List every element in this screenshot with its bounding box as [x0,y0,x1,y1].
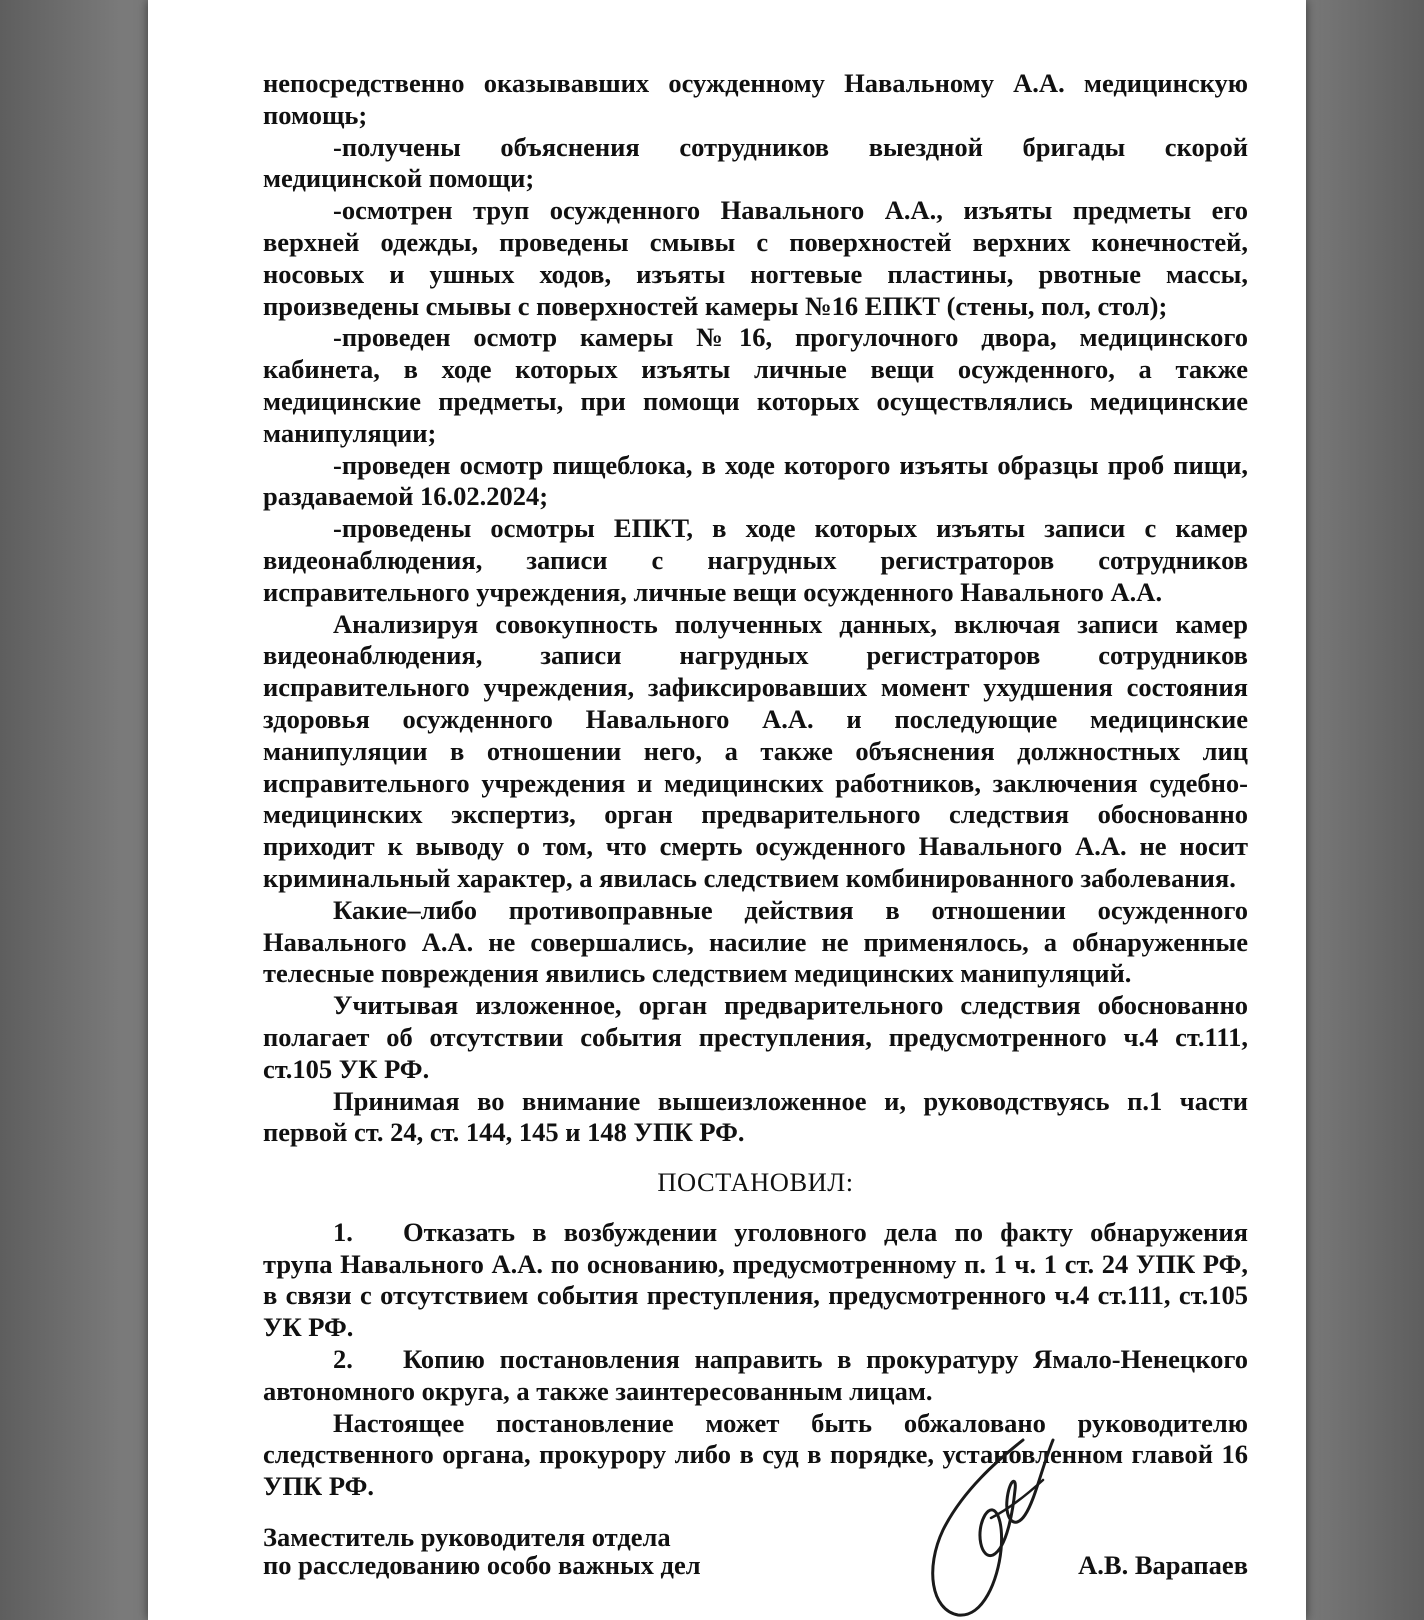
paragraph: непосредственно оказывавших осужденному Навальному А.А. медицинскую помощь; [263,68,1248,130]
paragraph: Анализируя совокупность полученных данных, включая записи камер видеонаблюдения, записи нагрудных регистраторов сотрудников исправительного учреждения, зафиксировавших момент ухудшения состояния здоровья осужденного Навального А.А. и последующие медицинские манипуляции в отношении него, а также объяснения должностных лиц исправительного учреждения и медицинских работников, заключения судебно-медицинских экспертиз, орган предварительного следствия обоснованно приходит к выводу о том, что смерть осужденного Навального А.А. не носит криминальный характер, а явилась следствием комбинированного заболевания. [263,608,1248,893]
paragraph: -получены объяснения сотрудников выездной бригады скорой медицинской помощи; [263,131,1248,194]
document-page [148,0,1306,1620]
document-body [263,68,1248,1503]
item-number: 1. [333,1216,353,1247]
paragraph: -проведен осмотр камеры №16, прогулочного двора, медицинского кабинета, в ходе которых изъяты личные вещи осужденного, а также медицинские предметы, при помощи которых осуществлялись медицинские манипуляции; [263,322,1248,448]
resolution-item-2 [263,1344,1248,1408]
signatory-title [263,1523,783,1579]
signatory-title-line-2: по расследованию особо важных дел [263,1550,701,1580]
item-number: 2. [333,1344,353,1375]
paragraph: Учитывая изложенное, орган предварительного следствия обоснованно полагает об отсутствии события преступления, предусмотренного ч.4 ст.111, ст.105 УК РФ. [263,990,1248,1084]
signatory-title-line-1: Заместитель руководителя отдела [263,1522,671,1552]
handwritten-signature [903,1420,1083,1620]
item-text: Копию постановления направить в прокуратуру Ямало-Ненецкого автономного округа, а также заинтересованным лицам. [263,1344,1248,1406]
item-text: Отказать в возбуждении уголовного дела по факту обнаружения трупа Навального А.А. по основанию, предусмотренному п. 1 ч. 1 ст. 24 УПК РФ, в связи с отсутствием события преступления, предусмотренного ч.4 ст.111, ст.105 УК РФ. [263,1216,1248,1343]
paragraph: -проведен осмотр пищеблока, в ходе которого изъяты образцы проб пищи, раздаваемой 16.02.2024; [263,449,1248,512]
resolution-item-1 [263,1217,1248,1344]
paragraph: -осмотрен труп осужденного Навального А.А., изъяты предметы его верхней одежды, проведены смывы с поверхностей верхних конечностей, носовых и ушных ходов, изъяты ногтевые пластины, рвотные массы, произведены смывы с поверхностей камеры №16 ЕПКТ (стены, пол, стол); [263,195,1248,321]
paragraph: Принимая во внимание вышеизложенное и, руководствуясь п.1 части первой ст. 24, ст. 144, 145 и 148 УПК РФ. [263,1085,1248,1148]
resolution-heading: ПОСТАНОВИЛ: [657,1167,854,1198]
closing-paragraph: Настоящее постановление может быть обжаловано руководителю следственного органа, прокурору либо в суд в порядке, установленном главой 16 УПК РФ. [263,1407,1248,1502]
paragraph: -проведены осмотры ЕПКТ, в ходе которых изъяты записи с камер видеонаблюдения, записи с нагрудных регистраторов сотрудников исправительного учреждения, личные вещи осужденного Навального А.А. [263,513,1248,607]
paragraph: Какие–либо противоправные действия в отношении осужденного Навального А.А. не совершались, насилие не применялось, а обнаруженные телесные повреждения явились следствием медицинских манипуляций. [263,894,1248,989]
signatory-name: А.В. Варапаев [1078,1550,1248,1580]
